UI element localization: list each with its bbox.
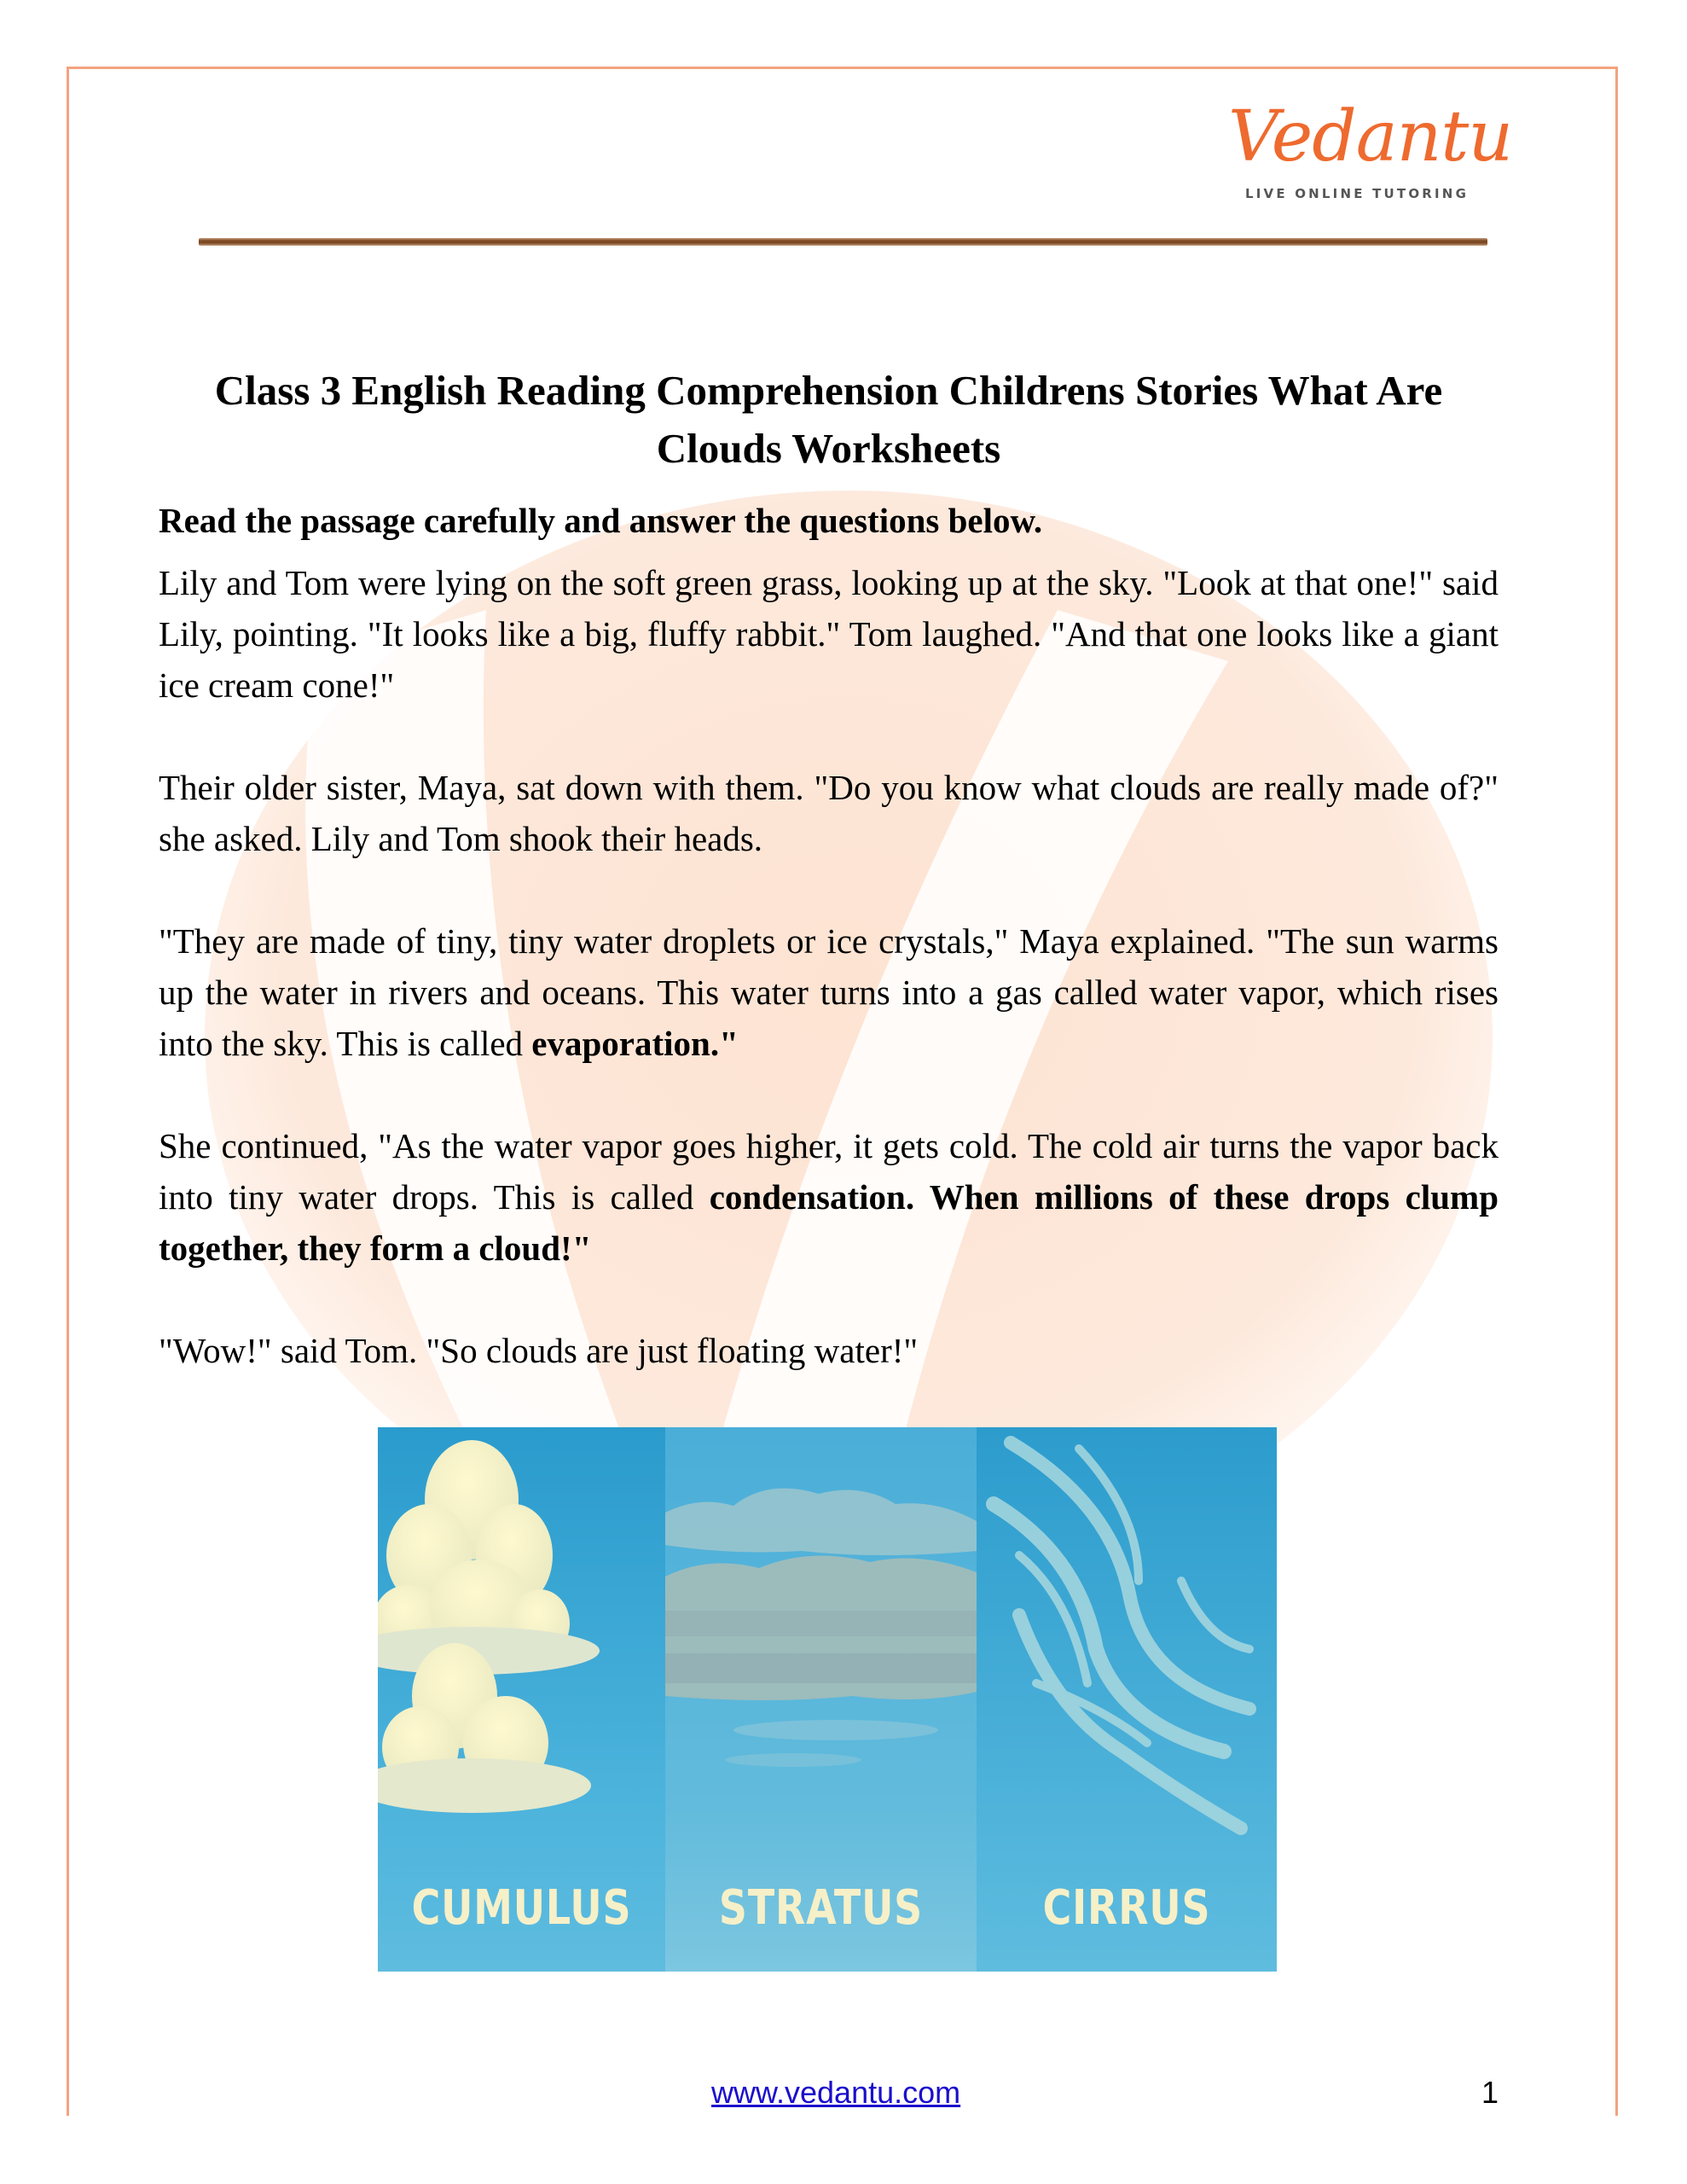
cirrus-label: CIRRUS [1042,1880,1211,1936]
vedantu-website-link[interactable]: www.vedantu.com [711,2075,961,2110]
header-divider [199,238,1487,246]
logo-wordmark: Vedantu [1228,96,1513,177]
page-title: Class 3 English Reading Comprehension Childrens Stories What Are Clouds Worksheets [214,367,1443,472]
cumulus-panel [378,1427,665,1972]
stratus-panel [665,1427,977,1972]
paragraph-4-text: She continued, "As the water vapor goes higher, it gets cold. The cold air turns the vapor back into tiny water drops. This is called [159,1126,1499,1217]
logo-tagline: LIVE ONLINE TUTORING [1245,186,1470,201]
page-number: 1 [1481,2075,1499,2110]
passage-paragraph-1: Lily and Tom were lying on the soft green grass, looking up at the sky. "Look at that one!" said Lily, pointing. "It looks like a big, fluffy rabbit." Tom laughed. "And that one looks like a giant ice cream cone!" [159,563,1499,705]
term-evaporation: evaporation." [531,1024,739,1063]
vedantu-logo[interactable] [1221,96,1513,205]
cloud-types-illustration [378,1427,1277,1972]
instruction-text: Read the passage carefully and answer the questions below. [159,501,1043,540]
passage-paragraph-5: "Wow!" said Tom. "So clouds are just floating water!" [159,1331,919,1370]
cirrus-panel [977,1427,1277,1972]
cumulus-label: CUMULUS [411,1880,632,1936]
passage-paragraph-2: Their older sister, Maya, sat down with them. "Do you know what clouds are really made of?" she asked. Lily and Tom shook their heads. [159,768,1499,858]
term-condensation: condensation. When millions of these drops clump together, they form a cloud!" [159,1177,1499,1268]
stratus-label: STRATUS [718,1880,924,1936]
passage-paragraph-3 [159,915,1499,1069]
paragraph-3-text: "They are made of tiny, tiny water droplets or ice crystals," Maya explained. "The sun warms up the water in rivers and oceans. This water turns into a gas called water vapor, which rises into the sky. This is called [159,921,1499,1063]
passage-paragraph-4 [159,1120,1499,1274]
